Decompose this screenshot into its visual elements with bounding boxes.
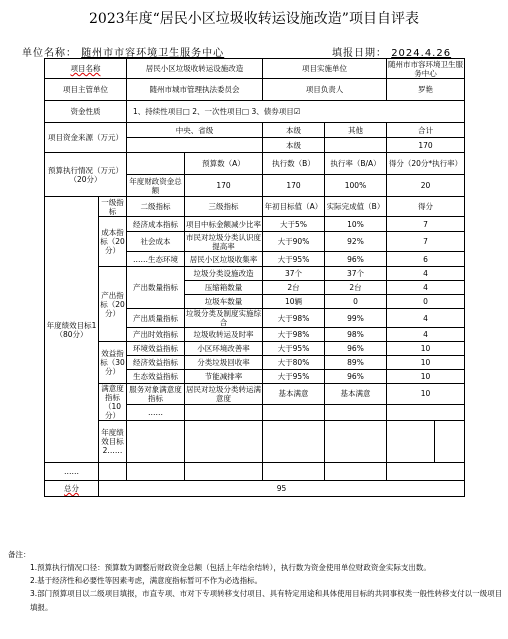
item-l2: 产出数量指标	[127, 267, 185, 309]
item-target: 大于95%	[263, 252, 325, 267]
item-score: 0	[387, 295, 465, 309]
item-target: 大于90%	[263, 232, 325, 252]
authority: 随州市城市管理执法委员会	[127, 79, 263, 101]
item-l3: 垃圾收转运及时率	[185, 328, 263, 342]
item-score: 4	[387, 309, 465, 328]
item-score: 10	[387, 342, 465, 356]
item-actual: 98%	[325, 328, 387, 342]
extra-row-blank	[325, 404, 387, 420]
item-actual: 96%	[325, 252, 387, 267]
item-l3: 小区环境改善率	[185, 342, 263, 356]
item-l3: 市民对垃圾分类认识度提高率	[186, 232, 261, 251]
group-cost: 成本指标（20分）	[99, 217, 127, 267]
item-score: 7	[387, 217, 465, 232]
source-header-local: 本级	[263, 123, 325, 138]
exec-header-blank	[127, 153, 185, 175]
item-score: 4	[387, 267, 465, 281]
source-header-other: 其他	[325, 123, 387, 138]
item-actual: 92%	[325, 232, 387, 252]
block2-cell	[325, 421, 387, 463]
item-l3: 居民对垃圾分类转运满意度	[186, 384, 261, 403]
item-actual: 10%	[325, 217, 387, 232]
extra-row-blank	[387, 404, 465, 420]
extra-row-blank	[185, 404, 263, 420]
item-l2: 生态效益指标	[127, 370, 185, 384]
ellipsis-cell	[263, 463, 325, 481]
item-l2: 产出质量指标	[127, 309, 185, 328]
group-output: 产出指标（20分）	[99, 267, 127, 342]
item-l3: 垃圾车数量	[185, 295, 263, 309]
item-actual: 基本满意	[325, 384, 387, 405]
item-score: 10	[387, 384, 465, 405]
exec-header-budget: 预算数（A）	[185, 153, 263, 175]
item-l2: 经济成本指标	[127, 217, 185, 232]
date-value: 2024.4.26	[391, 48, 452, 59]
exec-header-score: 得分（20分*执行率）	[387, 153, 465, 175]
item-actual: 99%	[325, 309, 387, 328]
item-target: 大于98%	[263, 309, 325, 328]
manager-label: 项目负责人	[263, 79, 387, 101]
total-value: 95	[99, 481, 465, 497]
total-label: 总分	[45, 481, 99, 497]
item-actual: 37个	[325, 267, 387, 281]
item-target: 大于95%	[263, 342, 325, 356]
item-l3: 垃圾分类设施改造	[185, 267, 263, 281]
block2-cell	[185, 421, 263, 463]
perf-header-l2: 二级指标	[127, 197, 185, 217]
source-total-value: 170	[387, 138, 465, 153]
item-target: 37个	[263, 267, 325, 281]
source-local-value: 本级	[263, 138, 325, 153]
notes	[8, 548, 504, 614]
item-actual: 2台	[325, 281, 387, 295]
exec-row-label: 年度财政资金总额	[127, 175, 185, 197]
page-title: 2023年度“居民小区垃圾收转运设施改造”项目自评表	[89, 11, 419, 27]
item-target: 10辆	[263, 295, 325, 309]
exec-score: 20	[387, 175, 465, 197]
item-actual: 89%	[325, 356, 387, 370]
perf-header-target: 年初目标值（A）	[263, 197, 325, 217]
item-l2: 产出时效指标	[127, 328, 185, 342]
exec-header-rate: 执行率（B/A）	[325, 153, 387, 175]
source-header-total: 合计	[387, 123, 465, 138]
note-2: 2.基于经济性和必要性等因素考虑，满意度指标暂可不作为必选指标。	[30, 576, 263, 586]
block2-cell	[387, 421, 435, 463]
item-l2: 服务对象满意度指标	[127, 384, 185, 405]
exec-rate: 100%	[325, 175, 387, 197]
date-line	[332, 44, 451, 59]
source-other-value	[325, 138, 387, 153]
notes-label: 备注：	[8, 550, 31, 559]
group-benefit: 效益指标（30分）	[99, 342, 127, 384]
item-target: 大于95%	[263, 370, 325, 384]
block2-cell	[263, 421, 325, 463]
ellipsis-row-label: ……	[45, 463, 99, 481]
exec-actual: 170	[263, 175, 325, 197]
unit-line	[22, 44, 224, 59]
item-l3: 压缩箱数量	[185, 281, 263, 295]
exec-header-actual: 执行数（B）	[263, 153, 325, 175]
item-score: 4	[387, 281, 465, 295]
block2-cell	[127, 421, 185, 463]
item-l2: 经济效益指标	[127, 356, 185, 370]
exec-label: 预算执行情况（万元）（20分）	[45, 153, 127, 197]
item-score: 6	[387, 252, 465, 267]
item-l3: 分类垃圾回收率	[185, 356, 263, 370]
item-target: 大于98%	[263, 328, 325, 342]
perf-header-l3: 三级指标	[185, 197, 263, 217]
item-actual: 96%	[325, 370, 387, 384]
impl-unit: 随州市市容环境卫生服务中心	[388, 59, 463, 78]
ellipsis-cell	[325, 463, 387, 481]
ellipsis-cell	[99, 463, 127, 481]
date-label: 填报日期：	[332, 48, 387, 59]
project-name-label: 项目名称	[45, 59, 127, 79]
source-central-value	[127, 138, 263, 153]
item-l3: 居民小区垃圾收集率	[185, 252, 263, 267]
authority-label: 项目主管单位	[45, 79, 127, 101]
block2-cell	[435, 421, 465, 463]
fund-nature-options: 1、持续性项目□ 2、一次性项目□ 3、债券项目☑	[127, 101, 465, 123]
item-l2: ……生态环境	[127, 252, 185, 267]
note-1: 1.预算执行情况口径：预算数为调整后财政资金总额（包括上年结余结转），执行数为资金使用单位财政资金实际支出数。	[30, 563, 431, 573]
extra-row-text: ……	[127, 404, 185, 420]
item-actual: 96%	[325, 342, 387, 356]
item-target: 2台	[263, 281, 325, 295]
perf-block1-label: 年度绩效目标1（80分）	[45, 197, 99, 463]
exec-budget: 170	[185, 175, 263, 197]
fund-nature-label: 资金性质	[45, 101, 127, 123]
item-target: 大于5%	[263, 217, 325, 232]
perf-block2-label: 年度绩效目标2……	[99, 421, 127, 463]
item-l2: 环境效益指标	[127, 342, 185, 356]
group-satisfaction: 满意度指标（10分）	[99, 384, 127, 421]
item-target: 基本满意	[263, 384, 325, 405]
source-label: 项目资金来源（万元）	[45, 123, 127, 153]
item-actual: 0	[325, 295, 387, 309]
item-score: 7	[387, 232, 465, 252]
item-score: 10	[387, 356, 465, 370]
extra-row-blank	[263, 404, 325, 420]
unit-label: 单位名称：	[22, 48, 77, 59]
perf-header-l1: 一级指标	[99, 197, 127, 217]
ellipsis-cell	[387, 463, 465, 481]
item-score: 10	[387, 370, 465, 384]
item-l3: 项目中标金额减少比率	[185, 217, 263, 232]
item-target: 大于80%	[263, 356, 325, 370]
manager: 罗艳	[387, 79, 465, 101]
unit-name: 随州市市容环境卫生服务中心	[81, 48, 225, 59]
item-score: 4	[387, 328, 465, 342]
note-3: 3.部门预算项目以二级项目填报，市直专项、市对下专项转移支付项目、具有特定用途和具体使用目标的共同事权类一般性转移支付以一级项目填报。	[30, 589, 503, 612]
impl-unit-label: 项目实施单位	[263, 59, 387, 79]
self-evaluation-table	[44, 58, 465, 497]
project-name: 居民小区垃圾收转运设施改造	[127, 59, 263, 79]
item-l2: 社会成本	[127, 232, 185, 252]
item-l3: 垃圾分类及制度实施综合	[186, 309, 261, 327]
perf-header-actual: 实际完成值（B）	[325, 197, 387, 217]
source-header-central: 中央、省级	[127, 123, 263, 138]
ellipsis-cell	[127, 463, 185, 481]
ellipsis-cell	[185, 463, 263, 481]
perf-header-score: 得分	[387, 197, 465, 217]
item-l3: 节能减排率	[185, 370, 263, 384]
